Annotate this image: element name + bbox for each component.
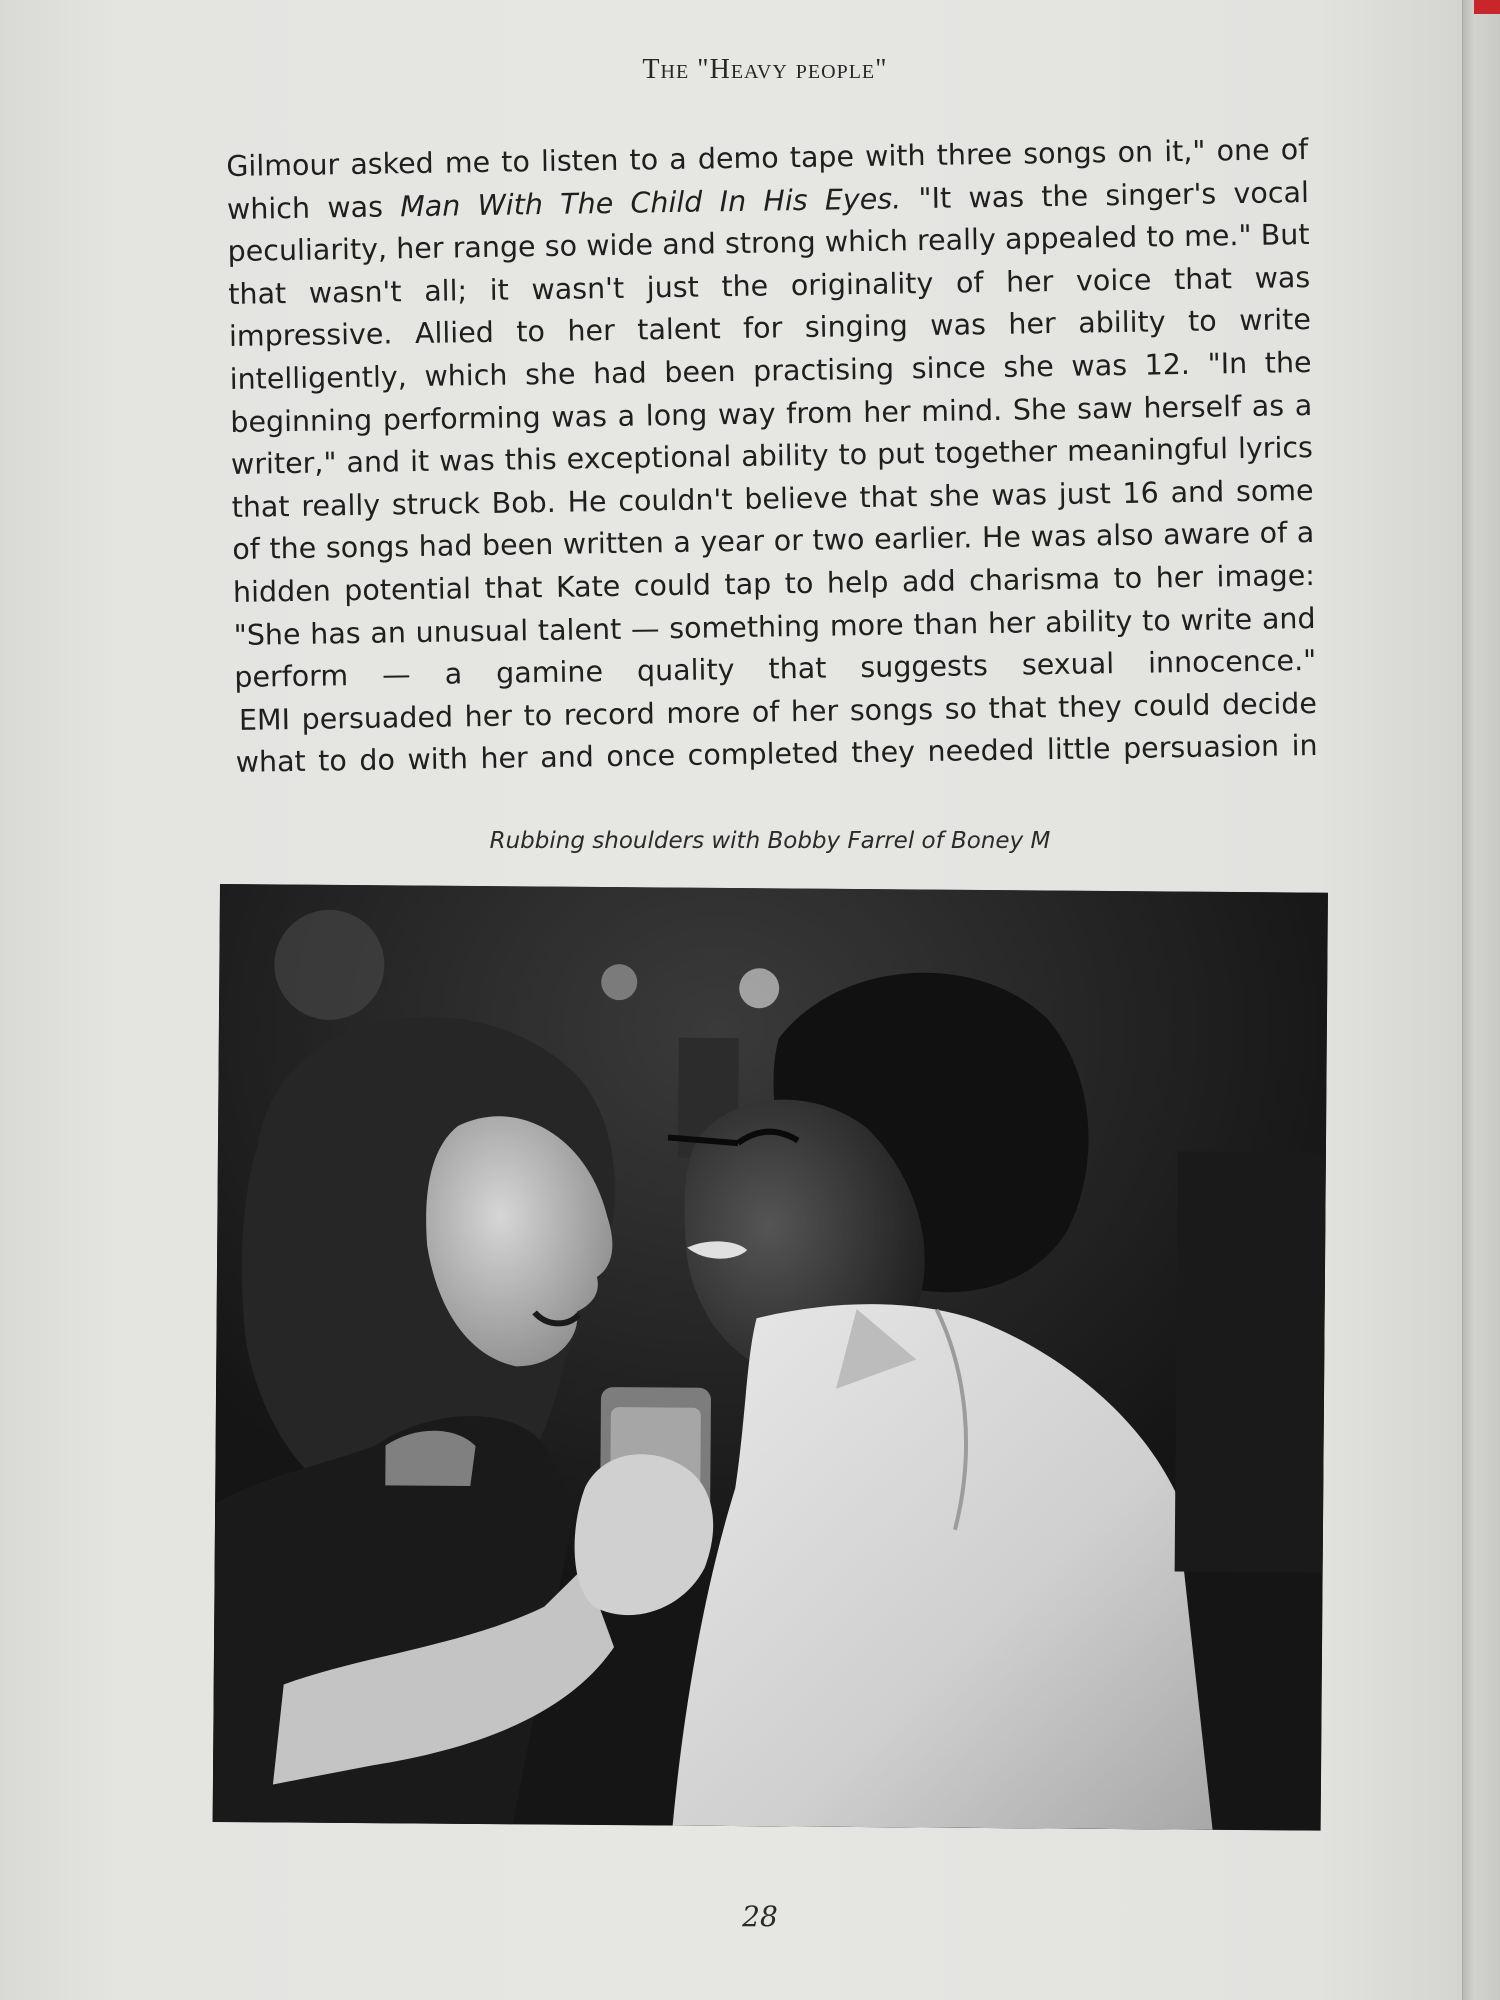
running-head: The "Heavy people" xyxy=(642,54,888,85)
body-text xyxy=(226,129,1318,785)
paragraph-1-rest: "It was the singer's vocal peculiarity, her range so wide and strong which really appealed to me." But that wasn't all; it wasn't just the originality of her voice that was impressive. Allied to her talent for singing was her ability to write intelligently, which she had been practising since she was 12. "In the beginning performing was a long way from her mind. She saw herself as a writer," and it was this exceptional ability to put together meaningful lyrics that really struck Bob. He couldn't believe that she was just 16 and some of the songs had been written a year or two earlier. He was also aware of a hidden potential that Kate could tap to help add charisma to her image: "She has an unusual talent — something more than her ability to write and perform — a gamine quality that suggests sexual innocence." xyxy=(227,175,1317,695)
page-number: 28 xyxy=(742,1900,778,1933)
photo-caption: Rubbing shoulders with Bobby Farrel of Boney M xyxy=(489,828,1051,854)
paragraph-2: EMI persuaded her to record more of her songs so that they could decide what to do with her and once completed they needed little persuasion in xyxy=(235,686,1318,780)
page-edge xyxy=(1462,0,1500,2000)
paragraph-1-start: Gilmour asked me to listen to a demo tape with three songs on it," one of which was xyxy=(226,133,1309,226)
paragraph-1 xyxy=(226,129,1317,700)
photograph-illustration xyxy=(213,884,1328,1831)
photograph xyxy=(213,884,1328,1831)
song-title: Man With The Child In His Eyes. xyxy=(399,181,902,223)
red-cover-corner xyxy=(1474,0,1500,14)
